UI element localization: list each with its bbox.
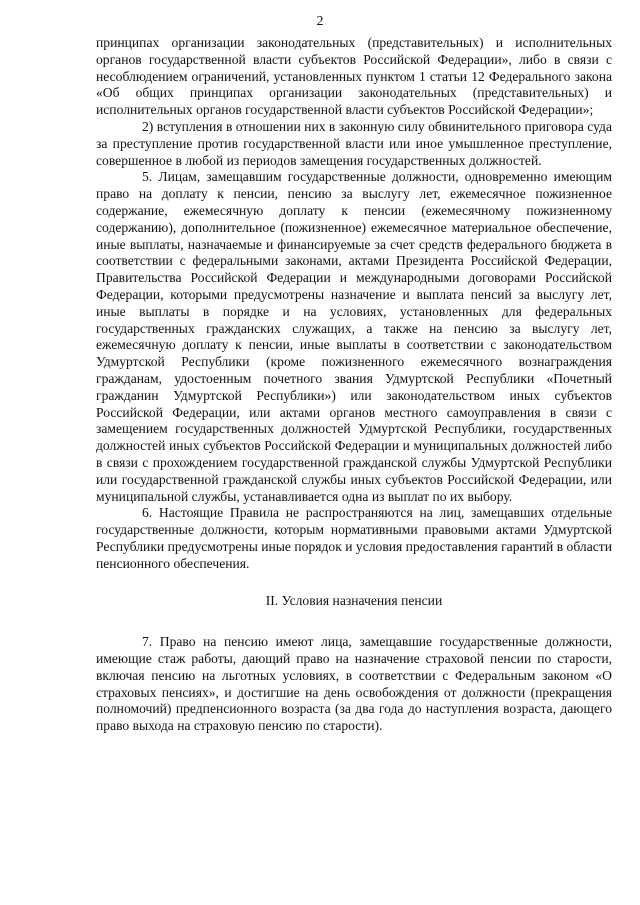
paragraph-clause-5: 5. Лицам, замещавшим государственные должности, одновременно имеющим право на доплату к пенсии, пенсию за выслугу лет, ежемесячное пожизненное содержание, ежемесячную доплату к пенсии (ежемесячному пожизненному содержанию), дополнительное (пожизненное) ежемесячное материальное обеспечение, иные выплаты, назначаемые и финансируемые за счет средств федерального бюджета в соответствии с федеральными законами, актами Президента Российской Федерации, Правительства Российской Федерации и международными договорами Российской Федерации, которыми предусмотрены назначение и выплата пенсий за выслугу лет, иные выплаты в порядке и на условиях, установленных для федеральных государственных гражданских служащих, а также на пенсию за выслугу лет, ежемесячную доплату к пенсии, иные выплаты в соответствии с законодательством Удмуртской Республики (кроме пожизненного ежемесячного вознаграждения гражданам, удостоенным почетного звания Удмуртской Республики «Почетный гражданин Удмуртской Республики») или законодательством иных субъектов Российской Федерации, или актами органов местного самоуправления в связи с замещением государственных должностей Удмуртской Республики, государственных должностей иных субъектов Российской Федерации и муниципальных должностей либо в связи с прохождением государственной гражданской службы Удмуртской Республики или государственной гражданской службы иных субъектов Российской Федерации, или муниципальной службы, устанавливается одна из выплат по их выбору. xyxy=(96,169,612,504)
page-number: 2 xyxy=(316,14,324,29)
paragraph-clause-6: 6. Настоящие Правила не распространяются на лиц, замещавших отдельные государственные должности, которым нормативными правовыми актами Удмуртской Республики предусмотрены иные порядок и условия предоставления гарантий в области пенсионного обеспечения. xyxy=(96,505,612,571)
paragraph-continuation: принципах организации законодательных (представительных) и исполнительных органов государственной власти субъектов Российской Федерации», либо в связи с несоблюдением ограничений, установленных пунктом 1 статьи 12 Федерального закона «Об общих принципах организации законодательных (представительных) и исполнительных органов государственной власти субъектов Российской Федерации»; xyxy=(96,35,612,118)
paragraph-clause-7: 7. Право на пенсию имеют лица, замещавшие государственные должности, имеющие стаж работы, дающий право на назначение страховой пенсии по старости, включая пенсию на льготных условиях, в соответствии с Федеральным законом «О страховых пенсиях», и достигшие на день освобождения от должности (прекращения полномочий) предпенсионного возраста (за два года до наступления возраста, дающего право выхода на страховую пенсию по старости). xyxy=(96,634,612,734)
document-body xyxy=(96,35,612,735)
section-heading: II. Условия назначения пенсии xyxy=(265,592,443,608)
paragraph-item-2: 2) вступления в отношении них в законную силу обвинительного приговора суда за преступление против государственной власти или иное умышленное преступление, совершенное в любой из периодов замещения государственных должностей. xyxy=(96,118,612,168)
